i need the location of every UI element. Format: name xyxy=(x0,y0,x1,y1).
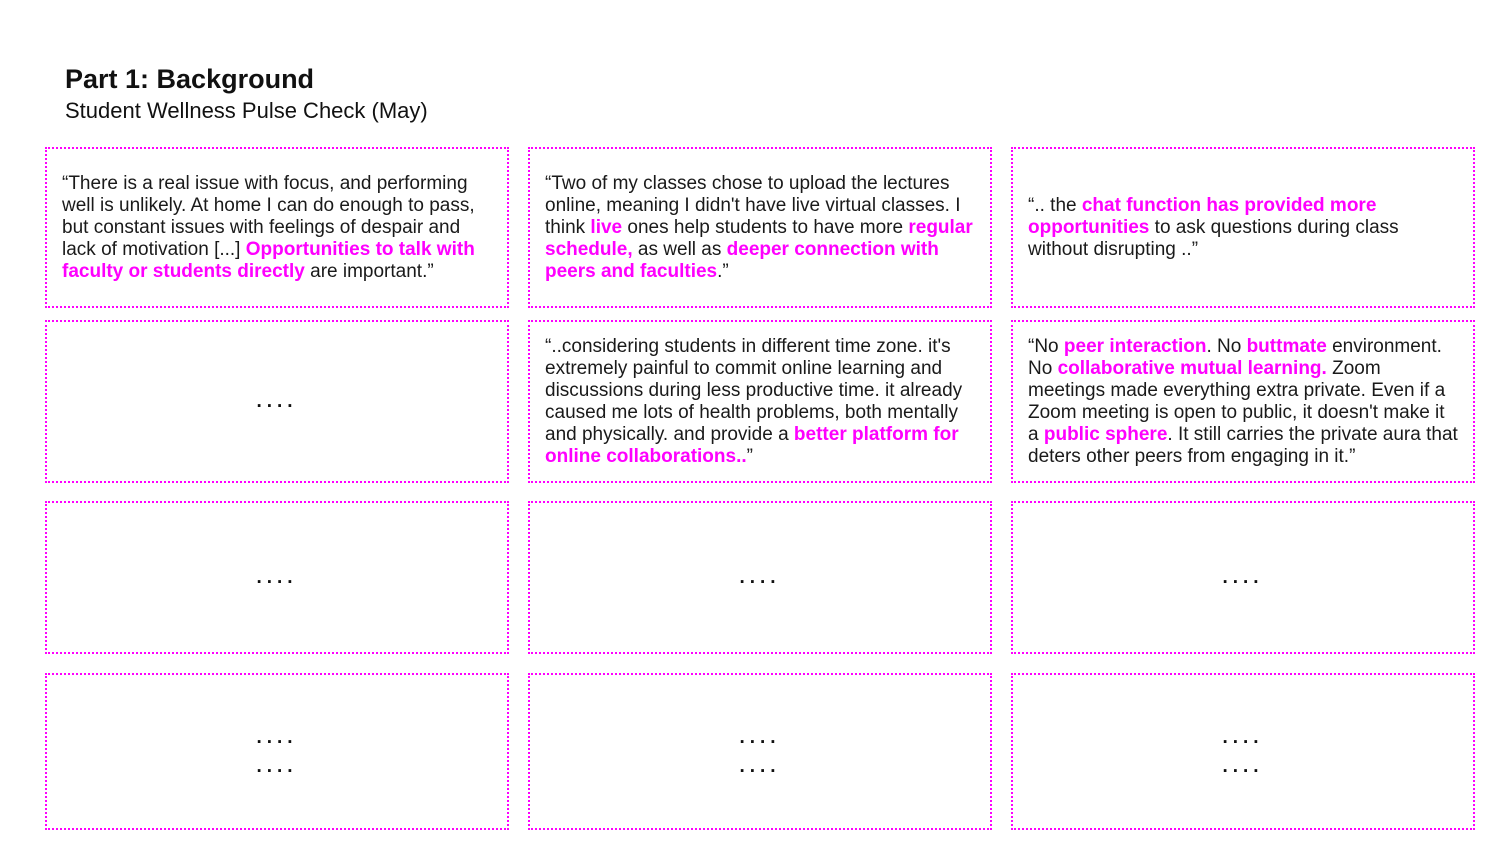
quote-text-segment: .” xyxy=(717,260,729,282)
quote-text-segment: ” xyxy=(746,445,753,467)
highlighted-text: peer interaction xyxy=(1063,335,1207,357)
quote-text-segment: are important.” xyxy=(304,260,434,282)
quote-text-segment: Zoom meetings made everything extra private. Even if a Zoom meeting is open to public, it doesn't make it a xyxy=(1028,357,1446,445)
quote-text xyxy=(545,173,975,283)
quote-text xyxy=(545,336,975,468)
ellipsis-placeholder: .... xyxy=(1222,755,1264,777)
card-row xyxy=(45,147,1475,308)
quote-text-segment: . No xyxy=(1206,335,1247,357)
quote-card xyxy=(1011,147,1475,308)
ellipsis-placeholder: .... xyxy=(739,755,781,777)
ellipsis-placeholder: .... xyxy=(1222,726,1264,748)
highlighted-text: better platform for online collaborations.. xyxy=(545,423,959,467)
highlighted-text: chat function has provided more opportunities xyxy=(1028,194,1377,238)
quote-grid xyxy=(45,147,1475,830)
highlighted-text: buttmate xyxy=(1246,335,1327,357)
ellipsis-placeholder: .... xyxy=(256,391,298,412)
quote-card xyxy=(528,147,992,308)
card-row xyxy=(45,320,1475,483)
quote-text xyxy=(62,173,492,283)
quote-text-segment: as well as xyxy=(632,238,727,260)
page-title: Part 1: Background xyxy=(65,64,315,94)
quote-text xyxy=(1028,336,1458,468)
page-subtitle: Student Wellness Pulse Check (May) xyxy=(65,98,428,123)
ellipsis-placeholder: .... xyxy=(256,755,298,777)
placeholder-card xyxy=(528,501,992,654)
quote-text xyxy=(1028,195,1458,261)
placeholder-card xyxy=(45,673,509,830)
quote-text-segment: environment. No xyxy=(1028,335,1442,379)
highlighted-text: live xyxy=(590,216,623,238)
quote-card xyxy=(528,320,992,483)
quote-text-segment: ones help students to have more xyxy=(622,216,909,238)
quote-card xyxy=(45,147,509,308)
quote-card xyxy=(1011,320,1475,483)
ellipsis-placeholder: .... xyxy=(256,726,298,748)
ellipsis-placeholder: .... xyxy=(739,726,781,748)
highlighted-text: regular schedule, xyxy=(545,216,973,260)
placeholder-card xyxy=(45,320,509,483)
placeholder-card xyxy=(1011,501,1475,654)
card-row xyxy=(45,501,1475,654)
highlighted-text: collaborative mutual learning. xyxy=(1057,357,1327,379)
ellipsis-placeholder: .... xyxy=(1222,567,1264,588)
quote-text-segment: “.. the xyxy=(1028,194,1082,216)
highlighted-text: deeper connection with peers and faculties xyxy=(545,238,939,282)
quote-text-segment: “..considering students in different time zone. it's extremely painful to commit online learning and discussions during less productive time. it already caused me lots of health problems, both mentally and physically. and provide a xyxy=(545,335,963,445)
placeholder-card xyxy=(528,673,992,830)
slide-header xyxy=(65,63,428,124)
highlighted-text: Opportunities to talk with faculty or students directly xyxy=(62,238,475,282)
ellipsis-placeholder: .... xyxy=(256,567,298,588)
ellipsis-placeholder: .... xyxy=(739,567,781,588)
quote-text-segment: “No xyxy=(1028,335,1064,357)
quote-text-segment: to ask questions during class without disrupting ..” xyxy=(1028,216,1399,260)
quote-text-segment: “There is a real issue with focus, and performing well is unlikely. At home I can do enough to pass, but constant issues with feelings of despair and lack of motivation [...] xyxy=(62,172,475,260)
quote-text-segment: . It still carries the private aura that deters other peers from engaging in it.” xyxy=(1028,423,1458,467)
card-row xyxy=(45,673,1475,830)
quote-text-segment: “Two of my classes chose to upload the lectures online, meaning I didn't have live virtual classes. I think xyxy=(545,172,961,238)
placeholder-card xyxy=(45,501,509,654)
placeholder-card xyxy=(1011,673,1475,830)
highlighted-text: public sphere xyxy=(1043,423,1168,445)
